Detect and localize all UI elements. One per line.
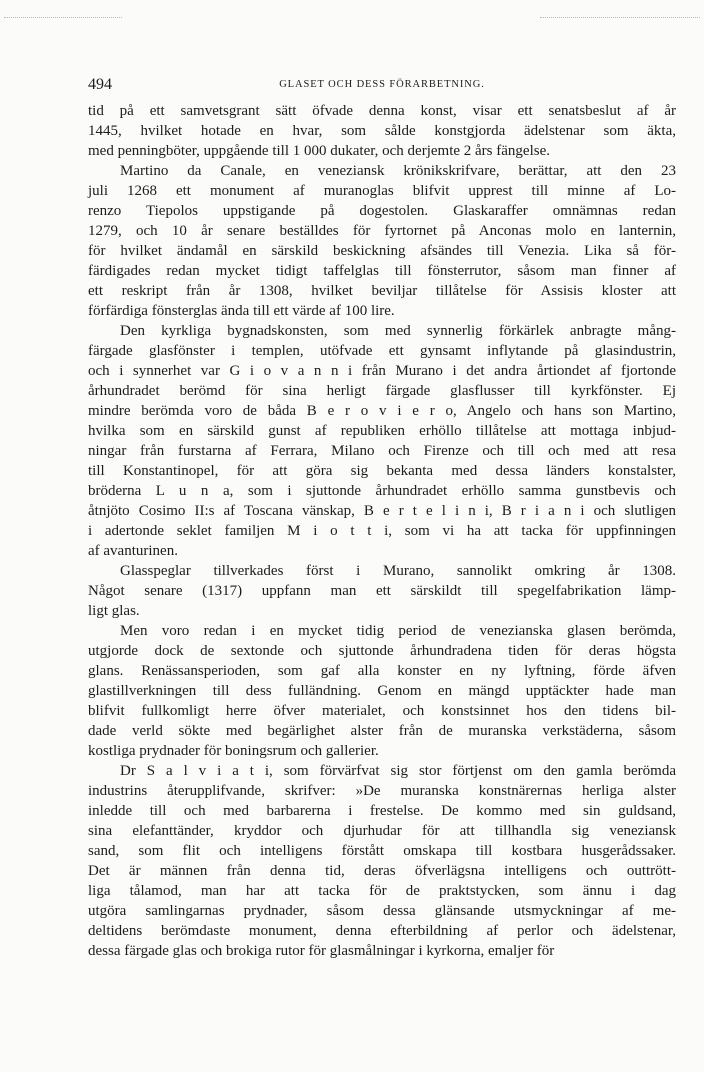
text-line: ningar från furstarna af Ferrara, Milano och Firenze och till och med att resa [88,443,676,459]
text-line: juli 1268 ett monument af muranoglas blifvit upprest till minne af Lo- [88,183,676,199]
text-line: sina elefanttänder, kryddor och djurhudar för att tillhandla sig veneziansk [88,823,676,839]
body-text [88,101,676,961]
text-line: inledde till och med barbarerna i frestelse. De kommo med sin guldsand, [88,803,676,819]
text-line: Det är männen från denna tid, deras öfverlägsna intelligens och outtrött- [88,863,676,879]
text-line: förfärdiga fönsterglas ända till ett värde af 100 lire. [88,303,395,319]
text-line: åtnjöto Cosimo II:s af Toscana vänskap, B e r t e l i n i, B r i a n i och slutligen [88,503,676,519]
paragraph [88,561,676,621]
text-line: färdigades redan mycket tidigt taffelglas till fönsterrutor, såsom man finner af [88,263,676,279]
text-line: 1279, och 10 år senare beställdes för fyrtornet på Anconas molo en lanternin, [88,223,676,239]
text-line: tid på ett samvetsgrant sätt öfvade denna konst, visar ett senatsbeslut af år [88,103,676,119]
text-line: ligt glas. [88,603,140,619]
text-line: 1445, hvilket hotade en hvar, som sålde konstgjorda ädelstenar som äkta, [88,123,676,139]
text-line: och i synnerhet var G i o v a n n i från Murano i det andra årtiondet af fjortonde [88,363,676,379]
text-line: bröderna L u n a, som i sjuttonde århundradet erhöllo samma gunstbevis och [88,483,676,499]
page-number: 494 [88,76,112,93]
text-line: Martino da Canale, en veneziansk krönikskrifvare, berättar, att den 23 [120,163,676,179]
text-line: Men voro redan i en mycket tidig period de venezianska glasen berömda, [120,623,676,639]
running-title: GLASET OCH DESS FÖRARBETNING. [279,79,485,90]
page-header [88,76,676,98]
text-line: i adertonde seklet familjen M i o t t i, som vi ha att tacka för uppfinningen [88,523,676,539]
text-line: glastillverkningen till dess fulländning. Genom en mängd upptäckter hade man [88,683,676,699]
text-line: ett reskript från år 1308, hvilket beviljar tillåtelse för Assisis kloster att [88,283,676,299]
text-line: färgade glasfönster i templen, utöfvade ett gynsamt inflytande på glasindustrin, [88,343,676,359]
text-line: Den kyrkliga bygnadskonsten, som med synnerlig förkärlek anbragte mång- [120,323,676,339]
text-line: Dr S a l v i a t i, som förvärfvat sig stor förtjenst om den gamla berömda [120,763,676,779]
text-line: med penningböter, uppgående till 1 000 dukater, och derjemte 2 års fängelse. [88,143,550,159]
text-line: dade verld sökte med begärlighet alster från de muranska verkstäderna, såsom [88,723,676,739]
text-line: deltidens berömdaste monument, denna efterbildning af perlor och ädelstenar, [88,923,676,939]
text-line: Glasspeglar tillverkades först i Murano, sannolikt omkring år 1308. [120,563,676,579]
paragraph [88,621,676,761]
text-line: glans. Renässansperioden, som gaf alla konster en ny lyftning, förde äfven [88,663,676,679]
text-line: utgjorde dock de sextonde och sjuttonde århundradena tiden för deras högsta [88,643,676,659]
text-line: af avanturinen. [88,543,178,559]
paragraph [88,321,676,561]
text-line: århundradet berömd för sina herligt färgade glasflusser till kyrkfönster. Ej [88,383,676,399]
text-line: liga tålamod, man har att tacka för de praktstycken, som ännu i dag [88,883,676,899]
text-line: för hvilket ändamål en särskild beskickning afsändes till Venezia. Lika så för- [88,243,676,259]
text-line: dessa färgade glas och brokiga rutor för glasmålningar i kyrkorna, emaljer för [88,943,555,959]
scan-artifact-left [4,17,122,18]
scan-artifact-right [540,17,700,18]
text-line: hvilka som en särskild gunst af republiken erhöllo tillåtelse att mottaga inbjud- [88,423,676,439]
text-line: industrins återupplifvande, skrifver: »De muranska konstnärernas herliga alster [88,783,676,799]
text-line: mindre berömda voro de båda B e r o v i e r o, Angelo och hans son Martino, [88,403,676,419]
text-line: utgöra samlingarnas prydnader, såsom dessa glänsande utsmyckningar af me- [88,903,676,919]
text-line: sand, som flit och intelligens förstått omskapa till kostbara husgerådssaker. [88,843,676,859]
paragraph [88,101,676,161]
paragraph [88,761,676,961]
text-line: kostliga prydnader för boningsrum och gallerier. [88,743,379,759]
paragraph [88,161,676,321]
text-line: renzo Tiepolos uppstigande på dogestolen. Glaskaraffer omnämnas redan [88,203,676,219]
text-line: Något senare (1317) uppfann man ett särskildt till spegelfabrikation lämp- [88,583,676,599]
text-line: till Konstantinopel, för att göra sig bekanta med dessa länders konstalster, [88,463,676,479]
text-line: blifvit fullkomligt herre öfver materialet, och konstsinnet hos den tidens bil- [88,703,676,719]
